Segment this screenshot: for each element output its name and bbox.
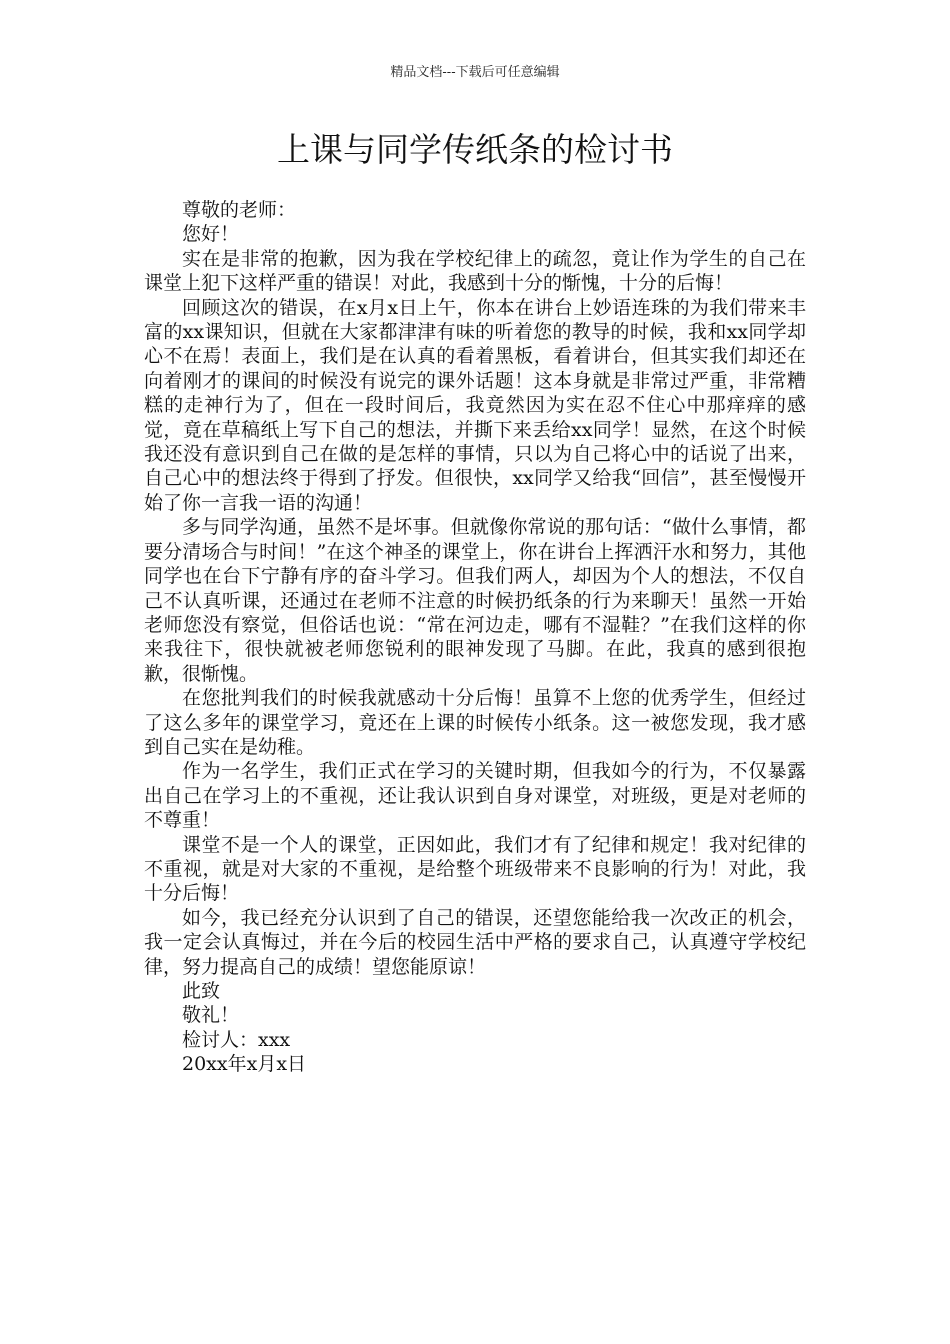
closing-line-1: 此致 bbox=[182, 980, 221, 1002]
paragraph-review: 回顾这次的错误，在x月x日上午，你本在讲台上妙语连珠的为我们带来丰富的xx课知识，但就在大家都津津有味的听着您的教导的时候，我和xx同学却心不在焉！表面上，我们是在认真的看着黑板，看着讲台，但其实我们却还在向着刚才的课间的时候没有说完的课外话题！这本身就是非常过严重，非常糟糕的走神行为了，但在一段时间后，我竟然因为实在忍不住心中那痒痒的感觉，竟在草稿纸上写下自己的想法，并撕下来丢给xx同学！显然，在这个时候我还没有意识到自己在做的是怎样的事情，只以为自己将心中的话说了出来，自己心中的想法终于得到了抒发。但很快，xx同学又给我“回信”，甚至慢慢开始了你一言我一语的沟通！ bbox=[144, 296, 806, 514]
paragraph-apology: 实在是非常的抱歉，因为我在学校纪律上的疏忽，竟让作为学生的自己在课堂上犯下这样严重的错误！对此，我感到十分的惭愧，十分的后悔！ bbox=[144, 247, 806, 295]
closing-line-2: 敬礼！ bbox=[182, 1004, 240, 1027]
paragraph-promise: 如今，我已经充分认识到了自己的错误，还望您能给我一次改正的机会，我一定会认真悔过，并在今后的校园生活中严格的要求自己，认真遵守学校纪律，努力提高自己的成绩！望您能原谅！ bbox=[144, 906, 806, 978]
page-title: 上课与同学传纸条的检讨书 bbox=[277, 130, 673, 169]
salutation: 尊敬的老师： bbox=[182, 199, 297, 221]
paragraph-regret: 在您批判我们的时候我就感动十分后悔！虽算不上您的优秀学生，但经过了这么多年的课堂学习，竟还在上课的时候传小纸条。这一被您发现，我才感到自己实在是幼稚。 bbox=[144, 687, 806, 758]
signature: 检讨人：xxx bbox=[182, 1028, 291, 1051]
paragraph-student-role: 作为一名学生，我们正式在学习的关键时期，但我如今的行为，不仅暴露出自己在学习上的不重视，还让我认识到自身对课堂，对班级，更是对老师的不尊重！ bbox=[144, 760, 806, 832]
paragraph-communication: 多与同学沟通，虽然不是坏事。但就像你常说的那句话：“做什么事情，都要分清场合与时间！”在这个神圣的课堂上，你在讲台上挥洒汗水和努力，其他同学也在台下宁静有序的奋斗学习。但我们两人，却因为个人的想法，不仅自己不认真听课，还通过在老师不注意的时候扔纸条的行为来聊天！虽然一开始老师您没有察觉，但俗话也说：“常在河边走，哪有不湿鞋？”在我们这样的你来我往下，很快就被老师您锐利的眼神发现了马脚。在此，我真的感到很抱歉，很惭愧。 bbox=[144, 516, 806, 685]
page-header-note: 精品文档---下载后可任意编辑 bbox=[390, 65, 560, 80]
paragraph-discipline: 课堂不是一个人的课堂，正因如此，我们才有了纪律和规定！我对纪律的不重视，就是对大家的不重视，是给整个班级带来不良影响的行为！对此，我十分后悔！ bbox=[144, 833, 806, 905]
date: 20xx年x月x日 bbox=[182, 1053, 307, 1076]
greeting: 您好！ bbox=[182, 223, 240, 246]
document-body bbox=[144, 198, 806, 1077]
